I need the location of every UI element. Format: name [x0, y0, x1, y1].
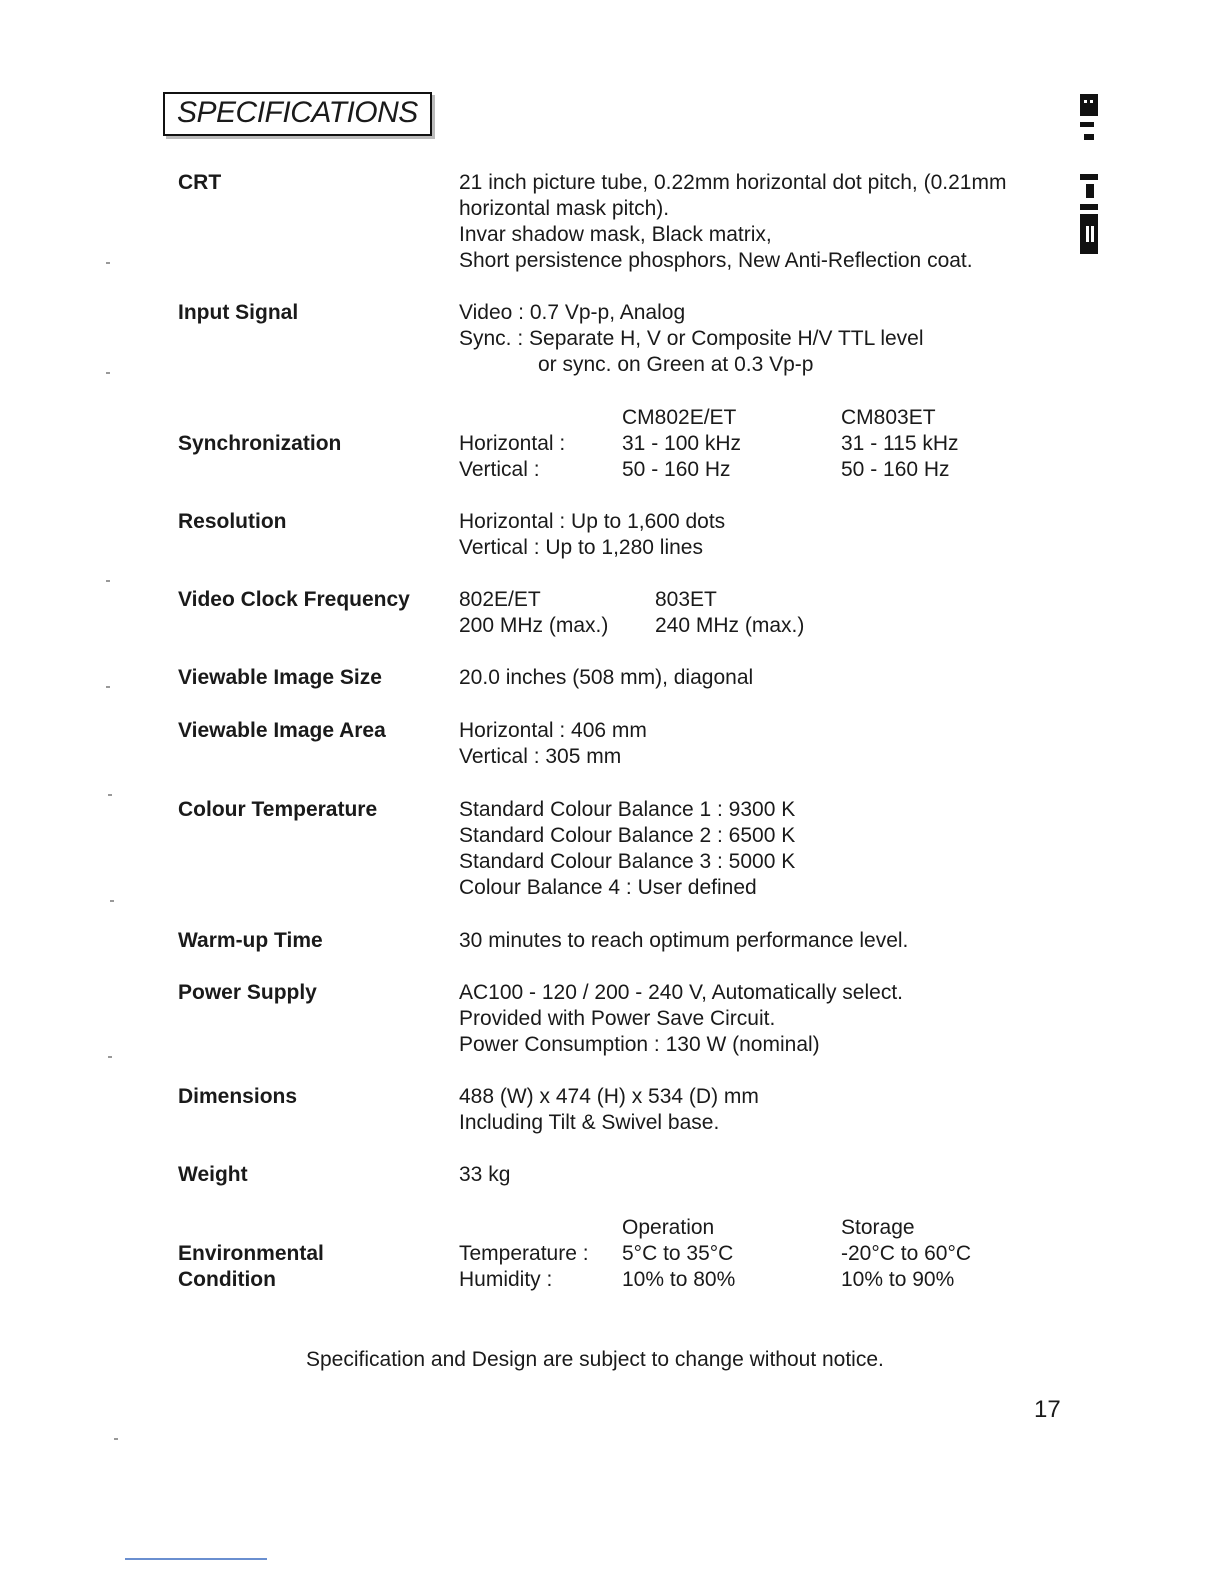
video-clock-header-802: 802E/ET	[459, 588, 541, 611]
environment-header-operation: Operation	[622, 1216, 715, 1239]
environment-label-line-1: Environmental	[178, 1242, 324, 1265]
input-signal-line-1: Video : 0.7 Vp-p, Analog	[459, 301, 686, 324]
scan-speck	[106, 372, 110, 374]
viewable-size-value: 20.0 inches (508 mm), diagonal	[459, 666, 754, 689]
scan-speck	[106, 262, 110, 264]
scan-speck	[114, 1438, 118, 1440]
section-title-box	[163, 92, 432, 136]
sync-header-802: CM802E/ET	[622, 406, 737, 429]
crt-line-3: Invar shadow mask, Black matrix,	[459, 223, 772, 246]
video-clock-header-803: 803ET	[655, 588, 717, 611]
sync-vertical-802: 50 - 160 Hz	[622, 458, 731, 481]
sync-horizontal-803: 31 - 115 kHz	[841, 432, 959, 455]
viewable-area-line-2: Vertical : 305 mm	[459, 745, 622, 768]
crt-line-4: Short persistence phosphors, New Anti-Reflection coat.	[459, 249, 973, 272]
environment-humidity-storage: 10% to 90%	[841, 1268, 955, 1291]
sync-vertical-label: Vertical :	[459, 458, 540, 481]
dimensions-line-1: 488 (W) x 474 (H) x 534 (D) mm	[459, 1085, 759, 1108]
page-number: 17	[1034, 1396, 1061, 1423]
resolution-label: Resolution	[178, 510, 287, 533]
footer-notice: Specification and Design are subject to change without notice.	[306, 1348, 884, 1371]
scan-speck	[106, 686, 110, 688]
video-clock-value-802: 200 MHz (max.)	[459, 614, 609, 637]
resolution-line-1: Horizontal : Up to 1,600 dots	[459, 510, 726, 533]
scan-speck	[106, 580, 110, 582]
video-clock-value-803: 240 MHz (max.)	[655, 614, 805, 637]
scan-speck	[110, 900, 114, 902]
crt-line-1: 21 inch picture tube, 0.22mm horizontal dot pitch, (0.21mm	[459, 171, 1007, 194]
environment-header-storage: Storage	[841, 1216, 915, 1239]
environment-humidity-label: Humidity :	[459, 1268, 553, 1291]
page-title: SPECIFICATIONS	[177, 96, 418, 129]
scan-speck	[108, 1056, 112, 1058]
colour-temperature-line-1: Standard Colour Balance 1 : 9300 K	[459, 798, 796, 821]
weight-value: 33 kg	[459, 1163, 511, 1186]
power-supply-line-1: AC100 - 120 / 200 - 240 V, Automatically select.	[459, 981, 903, 1004]
viewable-size-label: Viewable Image Size	[178, 666, 382, 689]
input-signal-label: Input Signal	[178, 301, 299, 324]
environment-label-line-2: Condition	[178, 1268, 276, 1291]
warmup-value: 30 minutes to reach optimum performance level.	[459, 929, 909, 952]
bottom-rule	[125, 1558, 267, 1560]
environment-humidity-operation: 10% to 80%	[622, 1268, 736, 1291]
sync-header-803: CM803ET	[841, 406, 936, 429]
input-signal-line-2: Sync. : Separate H, V or Composite H/V TTL level	[459, 327, 924, 350]
sync-horizontal-802: 31 - 100 kHz	[622, 432, 742, 455]
viewable-area-line-1: Horizontal : 406 mm	[459, 719, 647, 742]
crt-label: CRT	[178, 171, 222, 194]
environment-temperature-storage: -20°C to 60°C	[841, 1242, 972, 1265]
sync-vertical-803: 50 - 160 Hz	[841, 458, 950, 481]
power-supply-line-2: Provided with Power Save Circuit.	[459, 1007, 776, 1030]
dimensions-line-2: Including Tilt & Swivel base.	[459, 1111, 720, 1134]
environment-temperature-operation: 5°C to 35°C	[622, 1242, 734, 1265]
input-signal-line-3: or sync. on Green at 0.3 Vp-p	[538, 353, 814, 376]
colour-temperature-line-2: Standard Colour Balance 2 : 6500 K	[459, 824, 796, 847]
colour-temperature-line-4: Colour Balance 4 : User defined	[459, 876, 757, 899]
sync-horizontal-label: Horizontal :	[459, 432, 566, 455]
resolution-line-2: Vertical : Up to 1,280 lines	[459, 536, 703, 559]
power-supply-line-3: Power Consumption : 130 W (nominal)	[459, 1033, 820, 1056]
warmup-label: Warm-up Time	[178, 929, 323, 952]
environment-temperature-label: Temperature :	[459, 1242, 589, 1265]
colour-temperature-label: Colour Temperature	[178, 798, 378, 821]
weight-label: Weight	[178, 1163, 248, 1186]
viewable-area-label: Viewable Image Area	[178, 719, 386, 742]
power-supply-label: Power Supply	[178, 981, 317, 1004]
dimensions-label: Dimensions	[178, 1085, 298, 1108]
crt-line-2: horizontal mask pitch).	[459, 197, 670, 220]
language-tab-icon	[1078, 94, 1100, 258]
synchronization-label: Synchronization	[178, 432, 342, 455]
scan-speck	[108, 794, 112, 796]
video-clock-label: Video Clock Frequency	[178, 588, 410, 611]
colour-temperature-line-3: Standard Colour Balance 3 : 5000 K	[459, 850, 796, 873]
